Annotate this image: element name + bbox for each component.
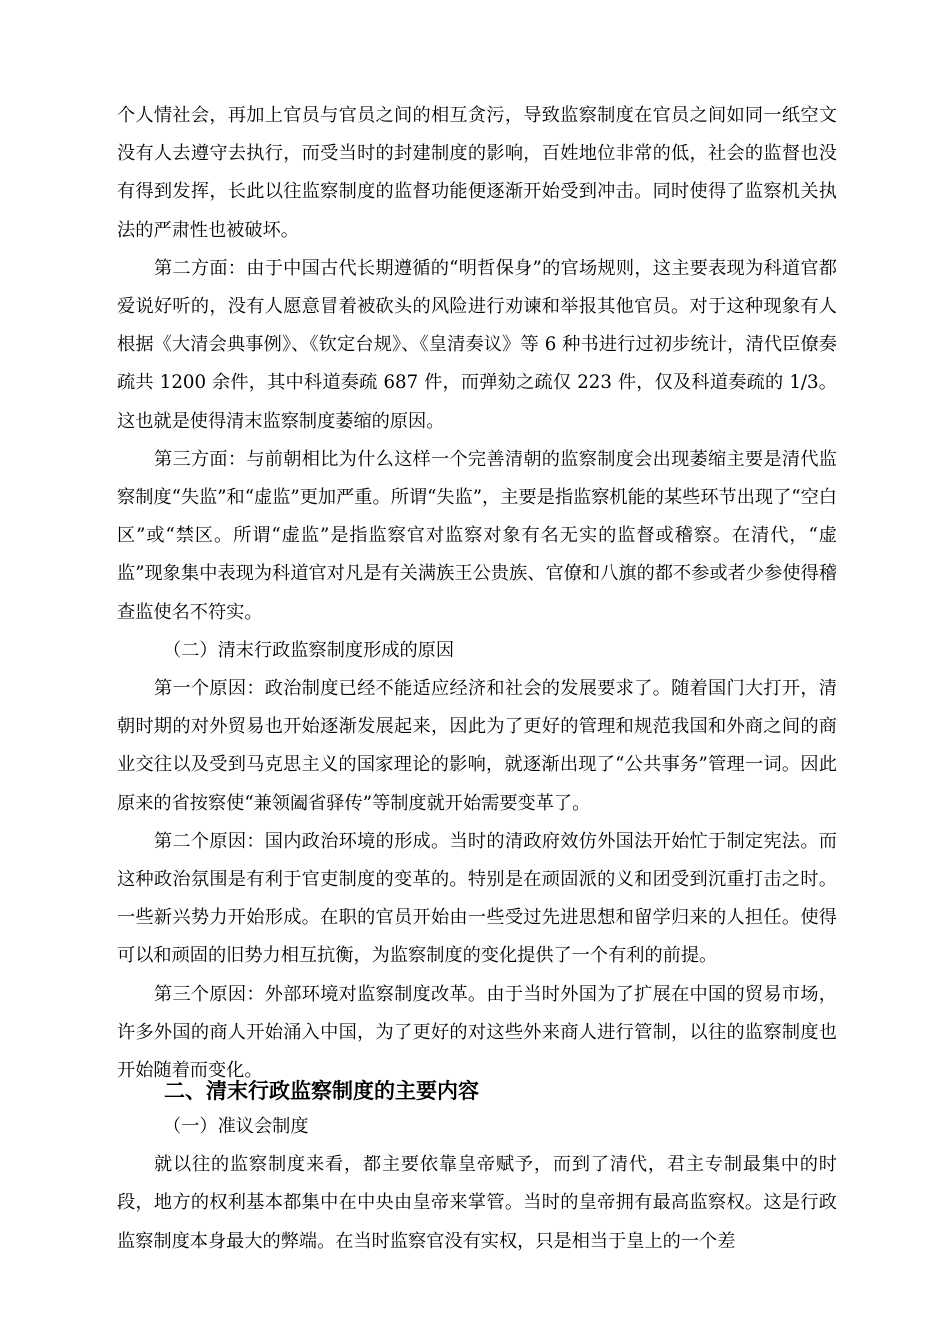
body-text-upper (117, 97, 837, 1090)
paragraph-first-reason: 第一个原因：政治制度已经不能适应经济和社会的发展要求了。随着国门大打开，清朝时期的对外贸易也开始逐渐发展起来，因此为了更好的管理和规范我国和外商之间的商业交往以及受到马克思主义的国家理论的影响，就逐渐出现了“公共事务”管理一词。因此原来的省按察使“兼领阖省驿传”等制度就开始需要变革了。 (117, 678, 837, 814)
section-heading: 二、清末行政监察制度的主要内容 (164, 1079, 479, 1103)
body-text-lower (117, 1108, 837, 1261)
paragraph-second-aspect: 第二方面：由于中国古代长期遵循的“明哲保身”的官场规则，这主要表现为科道官都爱说好听的，没有人愿意冒着被砍头的风险进行劝谏和举报其他官员。对于这种现象有人根据《大清会典事例》、《钦定台规》、《皇清奏议》等 6 种书进行过初步统计，清代臣僚奏疏共 1200 余件，其中科道奏疏 687 件，而弹劾之疏仅 223 件，仅及科道奏疏的 1/3。这也就是使得清末监察制度萎缩的原因。 (117, 257, 837, 432)
paragraph-quasi-parliament: 就以往的监察制度来看，都主要依靠皇帝赋予，而到了清代，君主专制最集中的时段，地方的权利基本都集中在中央由皇帝来掌管。当时的皇帝拥有最高监察权。这是行政监察制度本身最大的弊端。在当时监察官没有实权，只是相当于皇上的一个差 (117, 1154, 837, 1252)
paragraph-third-aspect: 第三方面：与前朝相比为什么这样一个完善清朝的监察制度会出现萎缩主要是清代监察制度“失监”和“虚监”更加严重。所谓“失监”，主要是指监察机能的某些环节出现了“空白区”或“禁区。所谓“虚监”是指监察官对监察对象有名无实的监督或稽察。在清代，“虚监”现象集中表现为科道官对凡是有关满族王公贵族、官僚和八旗的都不参或者少参使得稽查监使名不符实。 (117, 448, 837, 623)
paragraph-continuation: 个人情社会，再加上官员与官员之间的相互贪污，导致监察制度在官员之间如同一纸空文没有人去遵守去执行，而受当时的封建制度的影响，百姓地位非常的低，社会的监督也没有得到发挥，长此以往监察制度的监督功能便逐渐开始受到冲击。同时使得了监察机关执法的严肃性也被破坏。 (117, 105, 837, 241)
paragraph-second-reason: 第二个原因：国内政治环境的形成。当时的清政府效仿外国法开始忙于制定宪法。而这种政治氛围是有利于官吏制度的变革的。特别是在顽固派的义和团受到沉重打击之时。一些新兴势力开始形成。在职的官员开始由一些受过先进思想和留学归来的人担任。使得可以和顽固的旧势力相互抗衡，为监察制度的变化提供了一个有利的前提。 (117, 830, 837, 967)
subheading-causes: （二）清末行政监察制度形成的原因 (163, 639, 455, 661)
paragraph-third-reason: 第三个原因：外部环境对监察制度改革。由于当时外国为了扩展在中国的贸易市场，许多外国的商人开始涌入中国，为了更好的对这些外来商人进行管制，以往的监察制度也开始随着而变化。 (117, 983, 837, 1082)
subheading-quasi-parliament: （一）准议会制度 (163, 1116, 309, 1137)
